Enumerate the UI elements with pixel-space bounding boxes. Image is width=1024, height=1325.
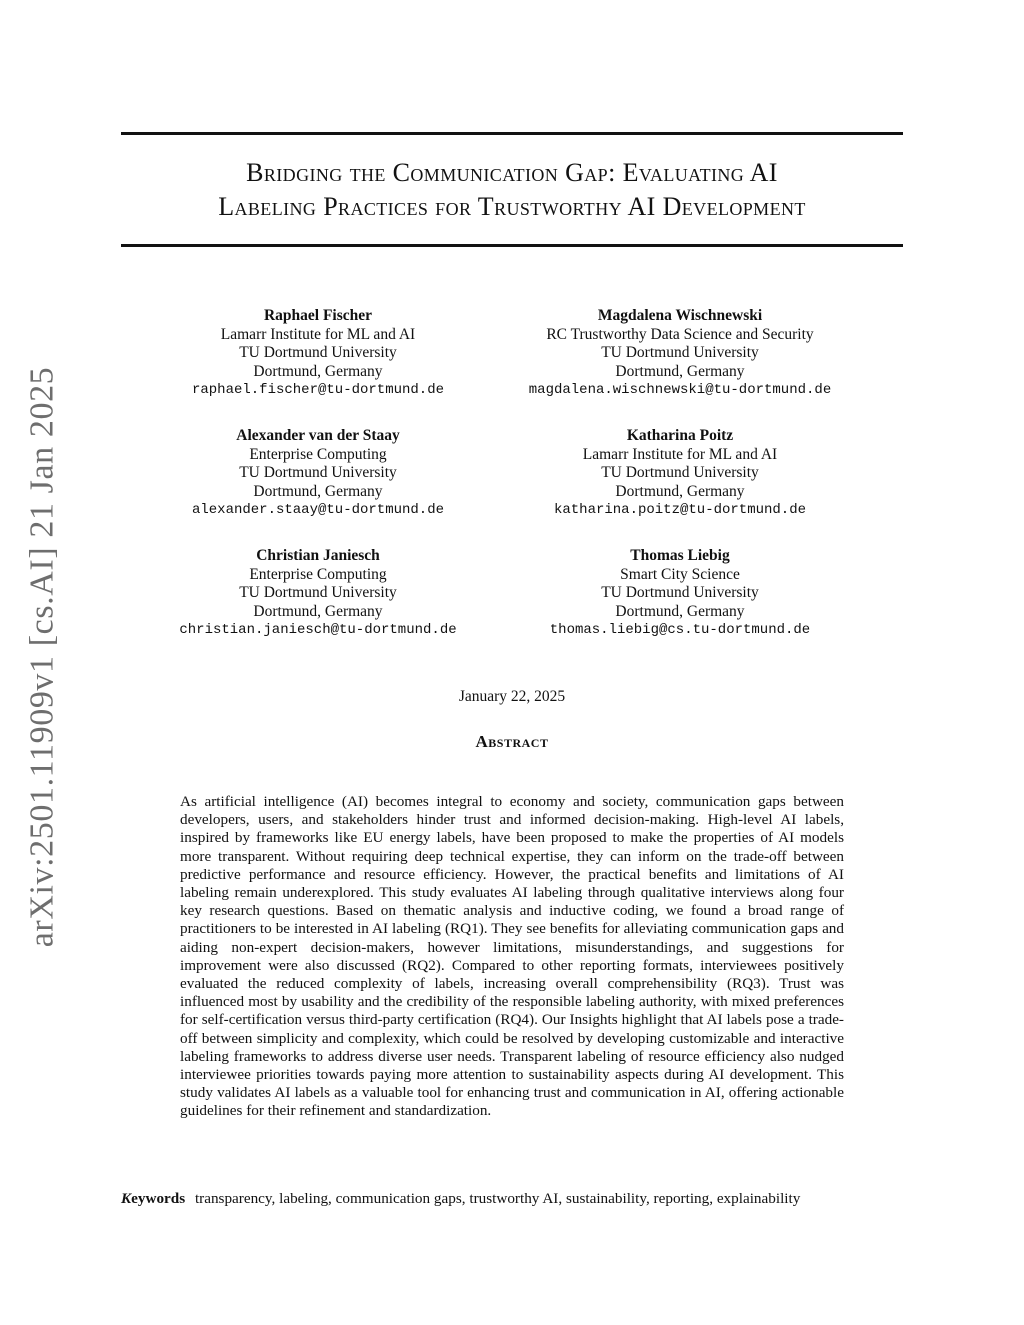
abstract-heading: Abstract [475,732,549,751]
author-university: TU Dortmund University [239,464,397,481]
author-name: Magdalena Wischnewski [597,307,763,324]
keywords-label [121,1190,185,1207]
keywords-label-initial: K [121,1190,132,1207]
author-affiliation: Enterprise Computing [249,565,387,583]
author-location: Dortmund, Germany [615,602,745,620]
author-university: TU Dortmund University [239,584,397,601]
author-email[interactable]: christian.janiesch@tu-dortmund.de [179,622,457,638]
author-university: TU Dortmund University [239,344,397,361]
author-block-5 [138,547,498,640]
keywords-line [121,1190,921,1208]
author-name: Raphael Fischer [263,307,373,324]
author-block-4 [500,427,860,520]
author-university: TU Dortmund University [601,344,759,361]
author-email[interactable]: raphael.fischer@tu-dortmund.de [191,382,445,398]
author-name: Christian Janiesch [256,547,380,564]
author-email[interactable]: katharina.poitz@tu-dortmund.de [553,502,807,518]
author-block-3 [138,427,498,520]
author-block-6 [500,547,860,640]
author-university: TU Dortmund University [601,464,759,481]
author-affiliation: Enterprise Computing [249,445,387,463]
author-email[interactable]: magdalena.wischnewski@tu-dortmund.de [528,382,832,398]
keywords-label-rest: eywords [131,1190,186,1207]
arxiv-identifier-stamp [12,366,72,948]
author-university: TU Dortmund University [601,584,759,601]
title-line-1: Bridging the Communication Gap: Evaluating AI [246,158,778,187]
title-rule-top [121,132,903,135]
author-email[interactable]: alexander.staay@tu-dortmund.de [191,502,445,518]
author-location: Dortmund, Germany [615,362,745,380]
author-location: Dortmund, Germany [253,602,383,620]
arxiv-identifier-text: arXiv:2501.11909v1 [cs.AI] 21 Jan 2025 [23,366,60,948]
author-affiliation: RC Trustworthy Data Science and Security [546,325,814,343]
author-email[interactable]: thomas.liebig@cs.tu-dortmund.de [549,622,811,638]
author-name: Thomas Liebig [630,547,730,564]
author-name: Alexander van der Staay [236,427,400,444]
author-block-2 [500,307,860,400]
author-location: Dortmund, Germany [615,482,745,500]
author-block-1 [138,307,498,400]
author-affiliation: Lamarr Institute for ML and AI [582,445,778,463]
author-location: Dortmund, Germany [253,362,383,380]
keywords-text: transparency, labeling, communication gaps, trustworthy AI, sustainability, reporting, explainability [194,1190,801,1207]
title-rule-bottom [121,244,903,247]
author-affiliation: Smart City Science [620,565,740,583]
author-affiliation: Lamarr Institute for ML and AI [220,325,416,343]
abstract-text: As artificial intelligence (AI) becomes integral to economy and society, communication gaps between developers, users, and stakeholders hinder trust and informed decision-making. High-level AI labels, inspired by frameworks like EU energy labels, have been proposed to make the properties of AI models more transparent. Without requiring deep technical expertise, they can inform on the trade-off between predictive performance and resource efficiency. However, the practical benefits and limitations of AI labeling remain underexplored. This study evaluates AI labeling through qualitative interviews along four key research questions. Based on thematic analysis and inductive coding, we found a broad range of practitioners to be interested in AI labeling (RQ1). They see benefits for alleviating communication gaps and aiding non-expert decision-makers, however limitations, misunderstandings, and suggestions for improvement were also discussed (RQ2). Compared to other reporting formats, interviewees positively evaluated the reduced complexity of labels, increasing overall comprehensibility (RQ3). Trust was influenced most by usability and the credibility of the responsible labeling authority, with mixed preferences for self-certification versus third-party certification (RQ4). Our Insights highlight that AI labels pose a trade-off between simplicity and complexity, which could be resolved by developing customizable and interactive labeling frameworks to address diverse user needs. Transparent labeling of resource efficiency also nudged interviewee priorities towards paying more attention to sustainability aspects during AI development. This study validates AI labels as a valuable tool for enhancing trust and communication in AI, offering actionable guidelines for their refinement and standardization. [180,793,844,1120]
paper-title [121,156,903,224]
title-line-2: Labeling Practices for Trustworthy AI Development [218,192,806,221]
publication-date: January 22, 2025 [458,688,566,705]
author-name: Katharina Poitz [626,427,734,444]
author-location: Dortmund, Germany [253,482,383,500]
